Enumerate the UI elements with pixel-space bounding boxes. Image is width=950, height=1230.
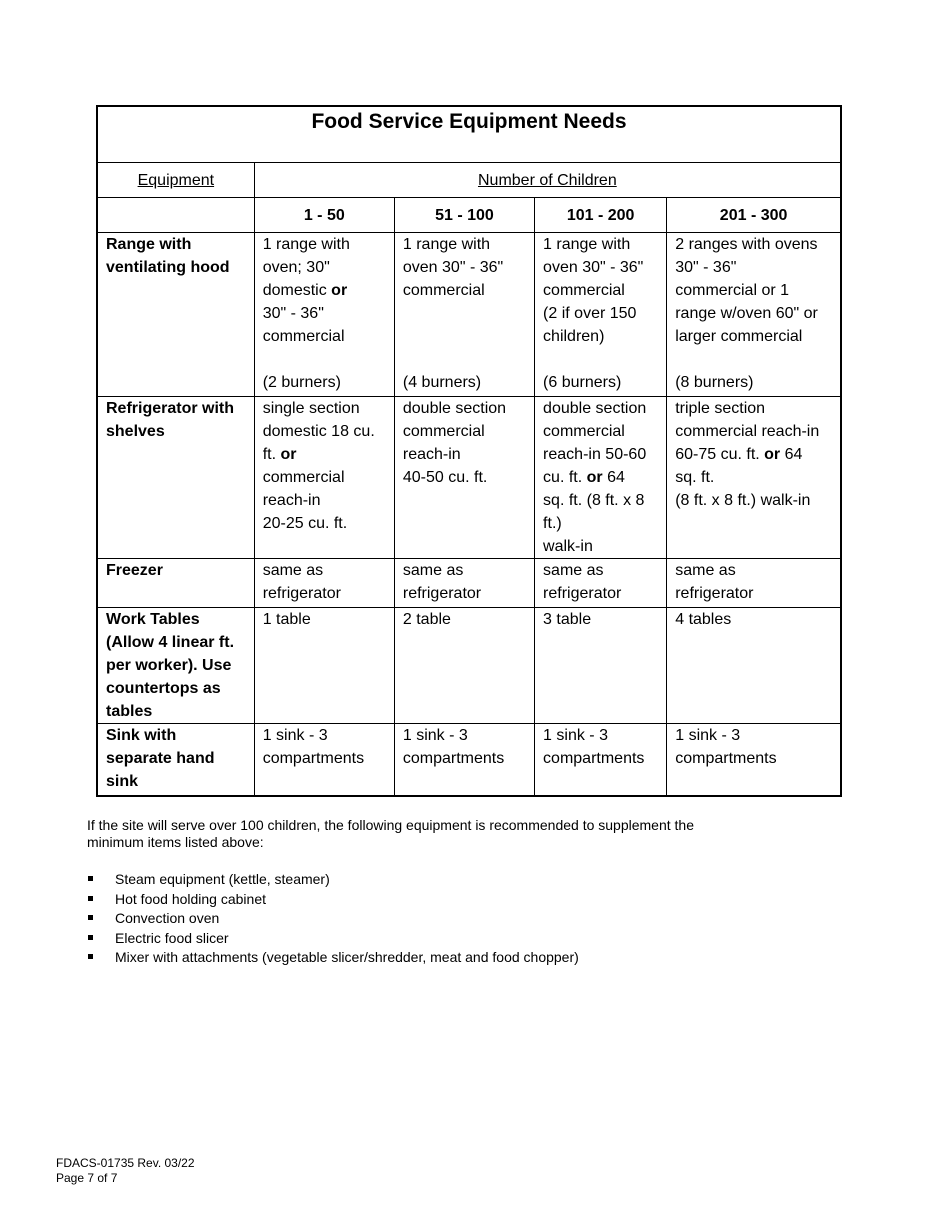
cell-line: cu. ft. or 64 (543, 469, 625, 486)
note-line: minimum items listed above: (87, 834, 264, 850)
cell-line: tables (106, 703, 153, 720)
cell-line (675, 348, 832, 371)
equipment-label (97, 559, 254, 608)
bullet-icon (88, 954, 93, 959)
cell-line: countertops as (106, 680, 221, 697)
cell-line: double section (402, 400, 507, 417)
cell-line: 1 range with (543, 236, 631, 253)
recommended-equipment-list (87, 870, 579, 968)
list-item: Convection oven (87, 909, 579, 929)
table-cell (394, 397, 534, 559)
cell-line: (6 burners) (543, 374, 622, 391)
cell-line: reach-in (402, 446, 461, 463)
table-title: Food Service Equipment Needs (97, 106, 841, 163)
cell-line: sink (106, 773, 139, 790)
table-cell (667, 559, 841, 608)
table-cell (535, 724, 667, 796)
list-item: Hot food holding cabinet (87, 890, 579, 910)
range-header: 1 - 50 (254, 198, 394, 233)
bullet-icon (88, 896, 93, 901)
cell-line: 1 sink - 3 (402, 727, 468, 744)
cell-line: 1 range with (262, 236, 350, 253)
table-row (97, 724, 841, 796)
cell-line: compartments (675, 750, 777, 767)
table-cell (667, 233, 841, 397)
table-cell (254, 233, 394, 397)
cell-line: same as (262, 562, 324, 579)
table-row (97, 397, 841, 559)
cell-line: walk-in (543, 538, 593, 555)
cell-line: 20-25 cu. ft. (262, 515, 348, 532)
cell-line: domestic or (262, 282, 348, 299)
cell-line: Work Tables (106, 611, 200, 628)
cell-line: triple section (675, 400, 766, 417)
cell-line: reach-in (262, 492, 321, 509)
cell-line: same as (402, 562, 464, 579)
range-header: 101 - 200 (535, 198, 667, 233)
header-row (97, 163, 841, 198)
cell-line: commercial (402, 282, 485, 299)
bullet-icon (88, 935, 93, 940)
table-cell (394, 608, 534, 724)
cell-line: commercial reach-in (675, 423, 820, 440)
recommendation-note (87, 817, 787, 851)
cell-line: 3 table (543, 611, 592, 628)
children-header: Number of Children (254, 163, 841, 198)
table-cell (394, 233, 534, 397)
cell-line: single section (262, 400, 360, 417)
range-row (97, 198, 841, 233)
cell-line: (Allow 4 linear ft. (106, 634, 235, 651)
cell-line: commercial (262, 328, 345, 345)
cell-line (403, 302, 526, 325)
page-number: Page 7 of 7 (56, 1171, 118, 1185)
cell-line: sq. ft. (8 ft. x 8 (543, 492, 645, 509)
cell-line: larger commercial (675, 328, 803, 345)
table-row (97, 559, 841, 608)
cell-line: commercial (262, 469, 345, 486)
cell-line: commercial (402, 423, 485, 440)
cell-line: 60-75 cu. ft. or 64 (675, 446, 803, 463)
table-cell (394, 559, 534, 608)
range-header: 201 - 300 (667, 198, 841, 233)
cell-line: compartments (543, 750, 645, 767)
list-item: Steam equipment (kettle, steamer) (87, 870, 579, 890)
cell-line: (2 burners) (262, 374, 341, 391)
cell-line: compartments (402, 750, 505, 767)
note-line: If the site will serve over 100 children, the following equipment is recommended to supplement the (87, 817, 694, 833)
cell-line: ft. or (262, 446, 297, 463)
cell-line: oven 30" - 36" (402, 259, 504, 276)
cell-line: 30" - 36" (675, 259, 737, 276)
cell-line (263, 348, 386, 371)
cell-line: 1 sink - 3 (543, 727, 608, 744)
page-footer (56, 1156, 195, 1186)
cell-line (403, 325, 526, 348)
cell-line: 2 ranges with ovens (675, 236, 818, 253)
table-cell (535, 608, 667, 724)
cell-line: commercial (543, 423, 625, 440)
table-cell (667, 608, 841, 724)
equipment-label (97, 608, 254, 724)
cell-line: same as (543, 562, 604, 579)
table-row (97, 233, 841, 397)
cell-line: commercial (543, 282, 625, 299)
cell-line: oven 30" - 36" (543, 259, 644, 276)
cell-line: separate hand (106, 750, 215, 767)
table-cell (254, 397, 394, 559)
equipment-label (97, 724, 254, 796)
cell-line: refrigerator (675, 585, 754, 602)
table-cell (535, 233, 667, 397)
cell-line: 1 range with (402, 236, 491, 253)
cell-line: shelves (106, 423, 165, 440)
cell-line: ventilating hood (106, 259, 230, 276)
cell-line: 4 tables (675, 611, 732, 628)
cell-line: 1 sink - 3 (675, 727, 741, 744)
table-cell (535, 559, 667, 608)
table-cell (535, 397, 667, 559)
cell-line: double section (543, 400, 647, 417)
cell-line: sq. ft. (675, 469, 715, 486)
cell-line: 30" - 36" (262, 305, 324, 322)
cell-line: oven; 30" (262, 259, 330, 276)
cell-line: same as (675, 562, 736, 579)
list-item: Electric food slicer (87, 929, 579, 949)
cell-line: 1 table (262, 611, 311, 628)
cell-line: Freezer (106, 562, 163, 579)
cell-line (543, 348, 658, 371)
cell-line: (4 burners) (402, 374, 482, 391)
bullet-icon (88, 876, 93, 881)
table-row (97, 608, 841, 724)
table-cell (667, 724, 841, 796)
cell-line: ft.) (543, 515, 562, 532)
cell-line: Sink with (106, 727, 177, 744)
cell-line: compartments (262, 750, 365, 767)
cell-line: reach-in 50-60 (543, 446, 647, 463)
table-cell (394, 724, 534, 796)
title-row (97, 106, 841, 163)
cell-line: 40-50 cu. ft. (402, 469, 488, 486)
cell-line: 1 sink - 3 (262, 727, 328, 744)
range-header: 51 - 100 (394, 198, 534, 233)
blank-cell (97, 198, 254, 233)
form-id: FDACS-01735 Rev. 03/22 (56, 1156, 195, 1170)
table-cell (667, 397, 841, 559)
cell-line: (8 burners) (675, 374, 754, 391)
cell-line: refrigerator (262, 585, 341, 602)
cell-line: Range with (106, 236, 192, 253)
cell-line: range w/oven 60" or (675, 305, 818, 322)
cell-line: 2 table (402, 611, 451, 628)
equipment-table (96, 105, 842, 797)
table-cell (254, 559, 394, 608)
table-cell (254, 724, 394, 796)
cell-line (403, 348, 526, 371)
equipment-label (97, 397, 254, 559)
cell-line: commercial or 1 (675, 282, 790, 299)
cell-line: children) (543, 328, 605, 345)
equipment-header: Equipment (97, 163, 254, 198)
cell-line: per worker). Use (106, 657, 232, 674)
equipment-label (97, 233, 254, 397)
list-item: Mixer with attachments (vegetable slicer/shredder, meat and food chopper) (87, 948, 579, 968)
table-cell (254, 608, 394, 724)
cell-line: (8 ft. x 8 ft.) walk-in (675, 492, 811, 509)
cell-line: domestic 18 cu. (262, 423, 375, 440)
bullet-icon (88, 915, 93, 920)
cell-line: (2 if over 150 (543, 305, 637, 322)
cell-line: refrigerator (402, 585, 482, 602)
cell-line: refrigerator (543, 585, 622, 602)
cell-line: Refrigerator with (106, 400, 235, 417)
